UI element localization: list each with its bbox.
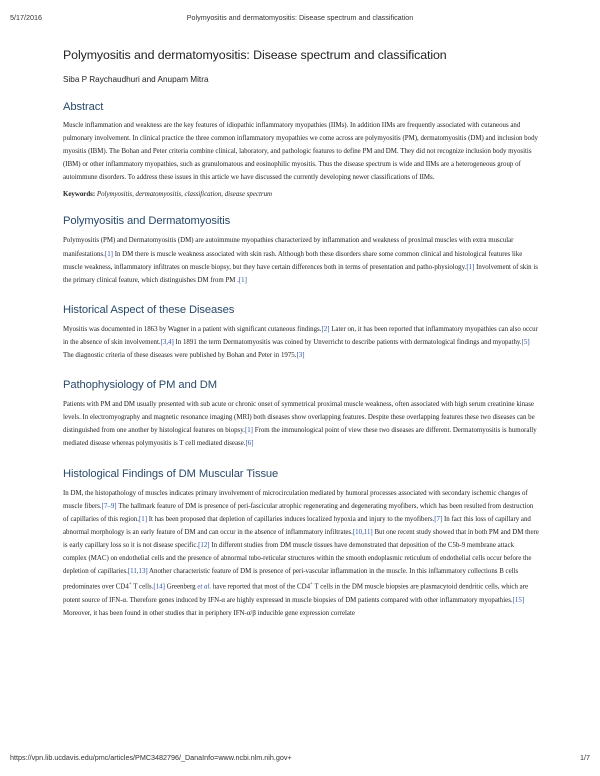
page-header xyxy=(10,13,590,25)
citation-link[interactable]: [1] xyxy=(244,427,253,435)
abstract-heading: Abstract xyxy=(63,101,104,113)
citation-link[interactable]: [3] xyxy=(296,352,305,360)
section-text: Polymyositis (PM) and Dermatomyositis (DM) are autoimmune myopathies characterized by inflammation and weakness of proximal muscles with extra muscular manifestations.[1] In DM there is muscle weakness associated with skin rash. Although both these disorders share some common clinical and histological features like muscle weakness, inflammatory infiltrates on muscle biopsy, but they have certain differences both in terms of presentation and patho-physiology.[1] Involvement of skin is the primary clinical feature, which distinguishes DM from PM .[1] xyxy=(63,237,538,284)
print-url: https://vpn.lib.ucdavis.edu/pmc/articles/PMC3482796/_DanaInfo=www.ncbi.nlm.nih.gov+ xyxy=(10,753,292,762)
citation-link[interactable]: [1] xyxy=(466,263,475,271)
section-text: Myositis was documented in 1863 by Wagner in a patient with significant cutaneous findings.[2] Later on, it has been reported that inflammatory myopathies can also occur in the absence of skin involvement.[3,4] In 1891 the term Dermatomyositis was coined by Unverricht to describe patients with dermatological findings and myopathy.[5] The diagnostic criteria of these diseases were published by Bohan and Peter in 1975.[3] xyxy=(63,325,538,360)
keywords xyxy=(63,191,539,198)
section-heading: Polymyositis and Dermatomyositis xyxy=(63,215,231,228)
abstract-text: Muscle inflammation and weakness are the key features of idiopathic inflammatory myopathies (IIMs). In addition IIMs are frequently associated with cutaneous and pulmonary involvement. In clinical practice the three common inflammatory myopathies we come across are polymyositis (PM), dermatomyositis (DM) and inclusion body myositis (IBM). The Bohan and Peter criteria combine clinical, laboratory, and pathologic features to define PM and DM. They did not recognize inclusion body myositis (IBM) or other inflammatory myopathies, such as granulomatous and eosinophilic myositis. Thus the disease spectrum is wide and IIMs are a heterogeneous group of autoimmune disorders. To address these issues in this article we have discussed the currently developing newer classifications of IIMs. xyxy=(63,122,538,182)
article-authors: Siba P Raychaudhuri and Anupam Mitra xyxy=(63,75,209,84)
superscript: + xyxy=(128,582,132,588)
citation-link[interactable]: [14] xyxy=(153,583,165,591)
article-title: Polymyositis and dermatomyositis: Disease spectrum and classification xyxy=(63,48,447,62)
section-heading: Histological Findings of DM Muscular Tissue xyxy=(63,467,279,480)
citation-link[interactable]: [11,13] xyxy=(127,568,148,576)
keywords-label: Keywords: xyxy=(63,191,96,199)
superscript: + xyxy=(310,582,313,588)
print-date: 5/17/2016 xyxy=(10,13,42,22)
section-heading: Historical Aspect of these Diseases xyxy=(63,303,235,316)
citation-link[interactable]: [1] xyxy=(104,250,113,258)
keywords-list: Polymyositis, dermatomyositis, classification, disease spectrum xyxy=(96,191,273,199)
citation-link[interactable]: [6] xyxy=(245,440,254,448)
author-link[interactable]: et al. xyxy=(197,583,212,591)
citation-link[interactable]: [7–9] xyxy=(101,502,117,510)
citation-link[interactable]: [1] xyxy=(238,276,247,284)
citation-link[interactable]: [7] xyxy=(434,515,443,523)
print-title: Polymyositis and dermatomyositis: Disease spectrum and classification xyxy=(186,13,414,22)
citation-link[interactable]: [10,11] xyxy=(352,528,373,536)
citation-link[interactable]: [2] xyxy=(321,325,330,333)
article-content xyxy=(63,40,539,620)
citation-link[interactable]: [15] xyxy=(512,596,525,604)
page-footer xyxy=(10,753,590,765)
section-text: Patients with PM and DM usually presented with sub acute or chronic onset of symmetrical proximal muscle weakness, often associated with high serum creatinine kinase levels. In electromyography and magnetic resonance imaging (MRI) both diseases show overlapping features. Despite these overlapping features these two diseases can be distinguished from one another by histological features on biopsy.[1] From the immunological point of view these two diseases are different. Dermatomyositis is humorally mediated disease whereas polymyositis is T cell mediated disease.[6] xyxy=(63,401,537,448)
citation-link[interactable]: [3,4] xyxy=(160,338,174,346)
section-heading: Pathophysiology of PM and DM xyxy=(63,379,217,392)
page-number: 1/7 xyxy=(580,753,590,762)
citation-link[interactable]: [12] xyxy=(198,541,210,549)
citation-link[interactable]: [5] xyxy=(521,338,530,346)
citation-link[interactable]: [1] xyxy=(138,515,148,523)
section-text: In DM, the histopathology of muscles indicates primary involvement of microcirculation mediated by humoral processes associated with secondary ischemic changes of muscle fibers.[7–9] The hallmark feature of DM is presence of peri-fascicular atrophic regenerating and degenerating myofibers, which has been resulted from destruction of capillaries of this region.[1] It has been proposed that depletion of capillaries induces localized hypoxia and injury to the myofibers.[7] In fact this loss of capillary and abnormal morphology is an early feature of DM and can occur in the absence of inflammatory infiltrates.[10,11] But one recent study showed that in both PM and DM there is early capillary loss so it is not disease specific.[12] In different studies from DM muscle tissues have demonstrated that deposition of the C5b-9 membrane attack complex (MAC) on endothelial cells and the presence of abnormal tubo-reticular structures within the smooth endoplasmic reticulum of endothelial cells occur before the depletion of capillaries.[11,13] Another characteristic feature of DM is presence of peri-vascular inflammation in the muscle. In this inflammatory collections B cells predominates over CD4+ T cells.[14] Greenberg et al. have reported that most of the CD4+ T cells in the DM muscle biopsies are plasmacytoid dendritic cells, which are potent source of IFN-α. Therefore genes induced by IFN-α are highly expressed in muscle biopsies of DM patients compared with other inflammatory myopathies.[15] Moreover, it has been found in other studies that in periphery IFN-α/β inducible gene expression correlate xyxy=(63,489,539,617)
